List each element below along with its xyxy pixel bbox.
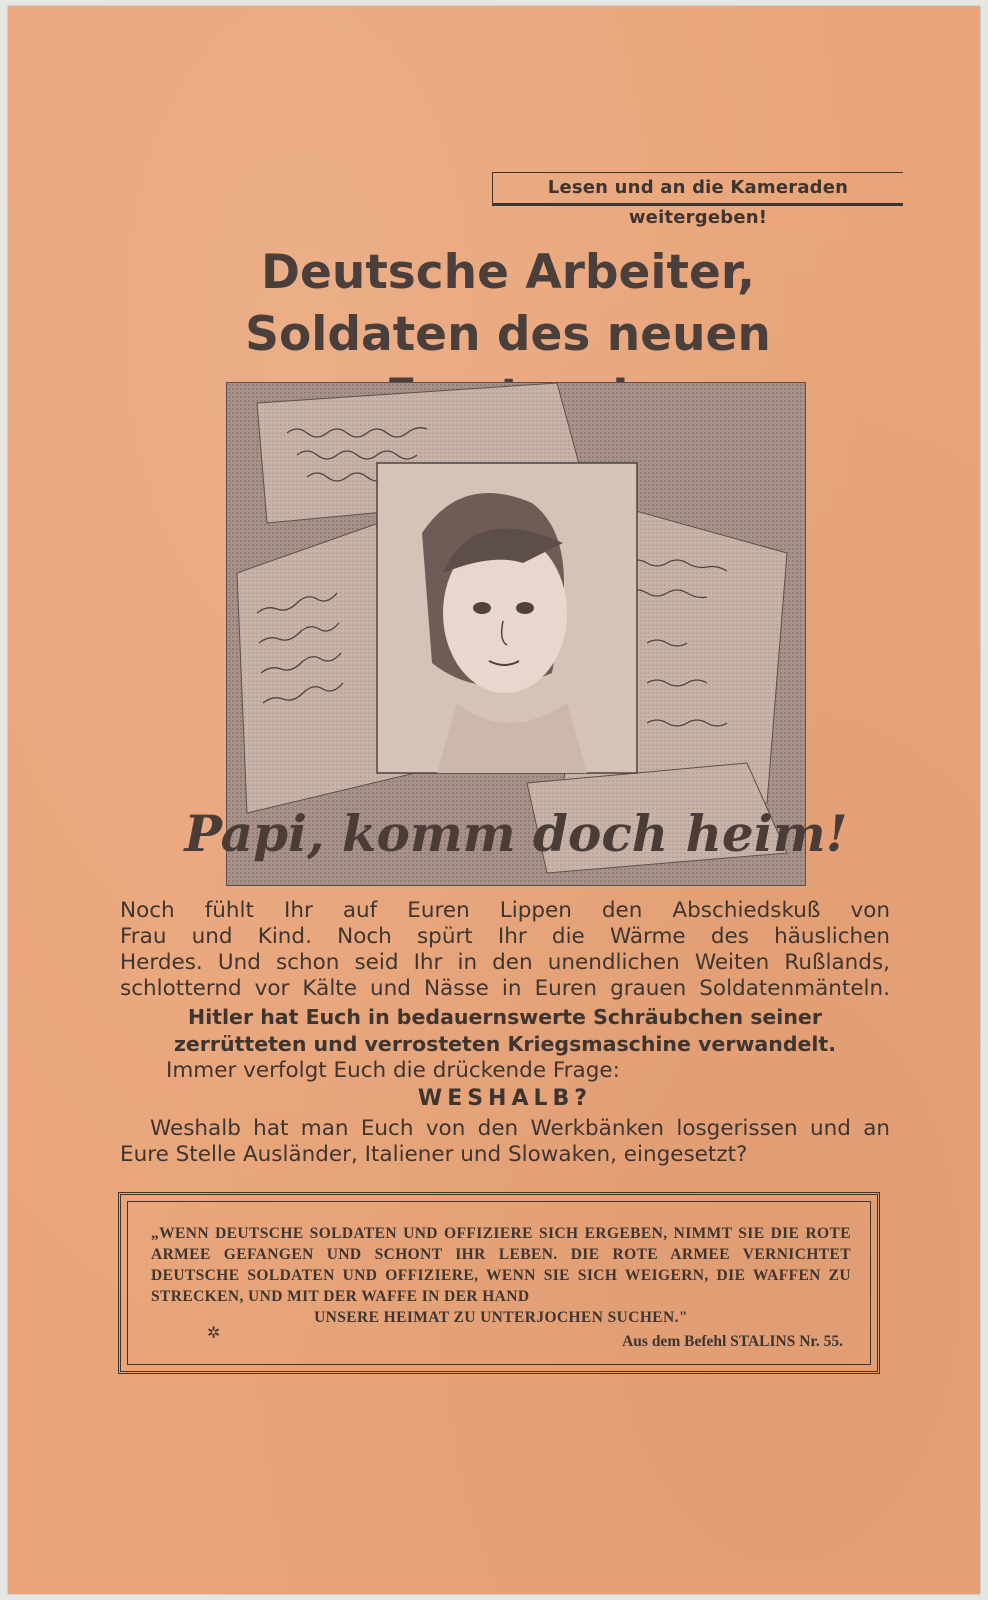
letters-and-child-illustration: [184, 383, 848, 885]
quote-body: „WENN DEUTSCHE SOLDATEN UND OFFIZIERE SICH ERGEBEN, NIMMT SIE DIE ROTE ARMEE GEFANGEN UND SCHONT IHR LEBEN. DIE ROTE ARMEE VERNICHTET DEUTSCHE SOLDATEN UND OFFIZIERE, WENN SIE SICH WEIGERN, DIE WAFFEN ZU STRECKEN, UND MIT DER WAFFE IN DER HAND: [151, 1225, 851, 1305]
intro-line-1: Noch fühlt Ihr auf Euren Lippen den Abschiedskuß von: [120, 898, 890, 923]
body-text: [120, 898, 890, 1168]
quote-end: UNSERE HEIMAT ZU UNTERJOCHEN SUCHEN.": [314, 1309, 688, 1326]
intro-line-2: Frau und Kind. Noch spürt Ihr die Wärme des häuslichen: [120, 924, 890, 949]
headline-line-2: Soldaten des neuen: [245, 307, 771, 362]
final-question: Weshalb hat man Euch von den Werkbänken losgerissen und an Eure Stelle Ausländer, Italiener und Slowaken, eingesetzt?: [120, 1116, 890, 1167]
quote-text: [151, 1223, 851, 1328]
quote-source: Aus dem Befehl STALINS Nr. 55.: [622, 1333, 843, 1350]
intro-line-4: schlotternd vor Kälte und Nässe in Euren grauen Soldatenmänteln.: [120, 976, 890, 1001]
bold-line-2: zerrütteten und verrosteten Kriegsmaschine verwandelt.: [173, 1032, 837, 1056]
paragraph-intro: [120, 898, 890, 1002]
weshalb-heading: WESHALB?: [417, 1086, 593, 1111]
stalin-quote-box: [118, 1192, 880, 1374]
bold-statement: [120, 1004, 890, 1058]
question-line: Immer verfolgt Euch die drückende Frage:: [166, 1058, 620, 1083]
star-icon: ✲: [207, 1323, 221, 1342]
illustration-caption: Papi, komm doch heim!: [184, 804, 848, 863]
headline-line-1: Deutsche Arbeiter,: [260, 245, 755, 300]
pass-on-note: Lesen und an die Kameraden weitergeben!: [492, 172, 903, 206]
illustration: [184, 382, 848, 886]
intro-line-3: Herdes. Und schon seid Ihr in den unendlichen Weiten Rußlands,: [120, 950, 890, 975]
bold-line-1: Hitler hat Euch in bedauernswerte Schräubchen seiner: [188, 1005, 822, 1029]
leaflet-sheet: [8, 6, 980, 1594]
